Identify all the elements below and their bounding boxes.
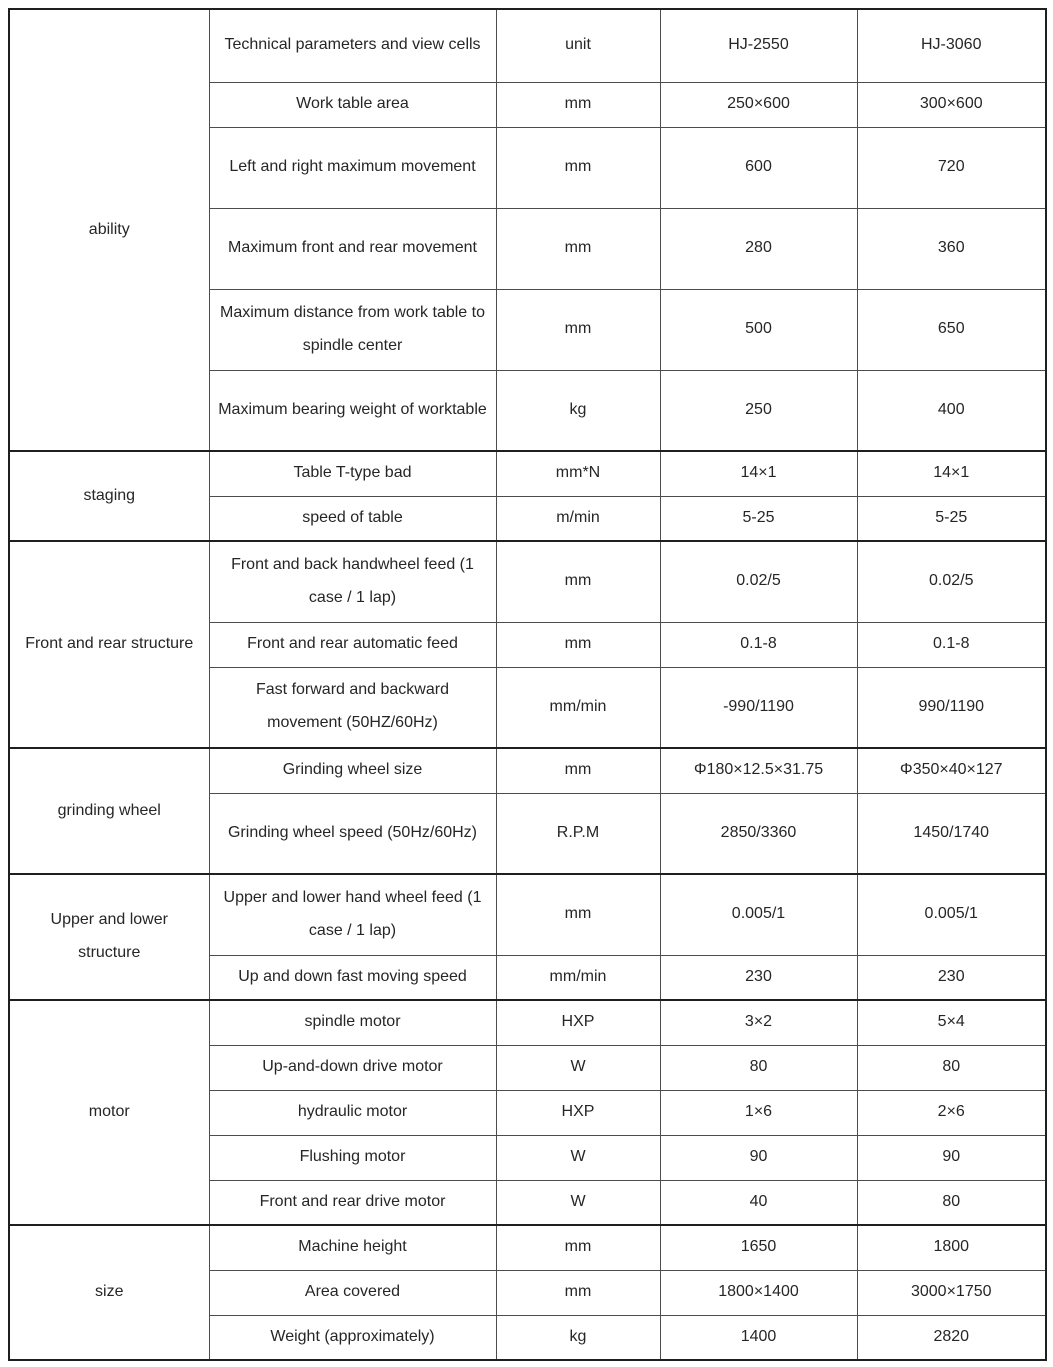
value-cell-hj3060: 14×1 bbox=[857, 451, 1046, 496]
value-cell-hj2550: 80 bbox=[660, 1045, 857, 1090]
value-cell-hj3060: 80 bbox=[857, 1180, 1046, 1225]
param-cell: Upper and lower hand wheel feed (1 case / 1 lap) bbox=[209, 874, 496, 955]
category-cell-size: size bbox=[9, 1225, 209, 1360]
param-cell: Work table area bbox=[209, 82, 496, 127]
value-cell-hj2550: 90 bbox=[660, 1135, 857, 1180]
value-cell-hj3060: 2820 bbox=[857, 1315, 1046, 1360]
param-cell: Grinding wheel size bbox=[209, 748, 496, 793]
value-cell-hj2550: 250 bbox=[660, 370, 857, 451]
unit-cell: mm*N bbox=[496, 451, 660, 496]
value-cell-hj2550: 5-25 bbox=[660, 496, 857, 541]
param-cell: Fast forward and backward movement (50HZ/60Hz) bbox=[209, 667, 496, 748]
value-cell-hj3060: 80 bbox=[857, 1045, 1046, 1090]
param-cell: Table T-type bad bbox=[209, 451, 496, 496]
table-row bbox=[9, 1000, 1046, 1045]
table-row bbox=[9, 541, 1046, 622]
value-cell-hj3060: 90 bbox=[857, 1135, 1046, 1180]
param-cell: Machine height bbox=[209, 1225, 496, 1270]
param-cell: Weight (approximately) bbox=[209, 1315, 496, 1360]
param-cell: Front and rear automatic feed bbox=[209, 622, 496, 667]
value-cell-hj2550: -990/1190 bbox=[660, 667, 857, 748]
param-cell: Front and rear drive motor bbox=[209, 1180, 496, 1225]
unit-cell: R.P.M bbox=[496, 793, 660, 874]
unit-cell: mm bbox=[496, 1225, 660, 1270]
value-cell-hj3060: 300×600 bbox=[857, 82, 1046, 127]
value-cell-hj2550: 3×2 bbox=[660, 1000, 857, 1045]
table-row bbox=[9, 451, 1046, 496]
unit-cell: mm bbox=[496, 748, 660, 793]
value-cell-hj3060: 230 bbox=[857, 955, 1046, 1000]
param-cell: Flushing motor bbox=[209, 1135, 496, 1180]
value-cell-hj2550: 1400 bbox=[660, 1315, 857, 1360]
value-cell-hj2550: 250×600 bbox=[660, 82, 857, 127]
value-cell-hj2550: Φ180×12.5×31.75 bbox=[660, 748, 857, 793]
value-cell-hj3060: Φ350×40×127 bbox=[857, 748, 1046, 793]
unit-cell: m/min bbox=[496, 496, 660, 541]
unit-cell: HXP bbox=[496, 1000, 660, 1045]
param-cell: Up and down fast moving speed bbox=[209, 955, 496, 1000]
param-cell: Maximum front and rear movement bbox=[209, 208, 496, 289]
category-cell-upper-lower-structure: Upper and lower structure bbox=[9, 874, 209, 1000]
category-cell-grinding-wheel: grinding wheel bbox=[9, 748, 209, 874]
value-cell-hj3060: 5-25 bbox=[857, 496, 1046, 541]
value-cell-hj3060: 360 bbox=[857, 208, 1046, 289]
value-cell-hj3060: 1450/1740 bbox=[857, 793, 1046, 874]
value-cell-hj3060: 5×4 bbox=[857, 1000, 1046, 1045]
value-cell-hj2550: 40 bbox=[660, 1180, 857, 1225]
param-cell: Maximum distance from work table to spindle center bbox=[209, 289, 496, 370]
header-model-b-cell: HJ-3060 bbox=[857, 9, 1046, 82]
value-cell-hj2550: 1800×1400 bbox=[660, 1270, 857, 1315]
unit-cell: mm bbox=[496, 208, 660, 289]
value-cell-hj3060: 3000×1750 bbox=[857, 1270, 1046, 1315]
value-cell-hj2550: 1650 bbox=[660, 1225, 857, 1270]
unit-cell: mm bbox=[496, 622, 660, 667]
value-cell-hj2550: 230 bbox=[660, 955, 857, 1000]
unit-cell: kg bbox=[496, 1315, 660, 1360]
value-cell-hj3060: 990/1190 bbox=[857, 667, 1046, 748]
param-cell: spindle motor bbox=[209, 1000, 496, 1045]
category-cell-staging: staging bbox=[9, 451, 209, 541]
unit-cell: mm/min bbox=[496, 667, 660, 748]
unit-cell: W bbox=[496, 1180, 660, 1225]
unit-cell: W bbox=[496, 1045, 660, 1090]
table-row bbox=[9, 1225, 1046, 1270]
header-param-cell: Technical parameters and view cells bbox=[209, 9, 496, 82]
table-row bbox=[9, 874, 1046, 955]
unit-cell: mm bbox=[496, 82, 660, 127]
value-cell-hj3060: 2×6 bbox=[857, 1090, 1046, 1135]
param-cell: speed of table bbox=[209, 496, 496, 541]
value-cell-hj2550: 600 bbox=[660, 127, 857, 208]
unit-cell: mm bbox=[496, 874, 660, 955]
param-cell: hydraulic motor bbox=[209, 1090, 496, 1135]
unit-cell: mm bbox=[496, 541, 660, 622]
unit-cell: mm bbox=[496, 289, 660, 370]
value-cell-hj2550: 0.005/1 bbox=[660, 874, 857, 955]
value-cell-hj2550: 2850/3360 bbox=[660, 793, 857, 874]
value-cell-hj2550: 280 bbox=[660, 208, 857, 289]
category-cell-front-rear-structure: Front and rear structure bbox=[9, 541, 209, 748]
category-cell-ability: ability bbox=[9, 9, 209, 451]
unit-cell: mm bbox=[496, 127, 660, 208]
category-cell-motor: motor bbox=[9, 1000, 209, 1225]
param-cell: Area covered bbox=[209, 1270, 496, 1315]
value-cell-hj2550: 1×6 bbox=[660, 1090, 857, 1135]
value-cell-hj2550: 500 bbox=[660, 289, 857, 370]
value-cell-hj3060: 720 bbox=[857, 127, 1046, 208]
unit-cell: W bbox=[496, 1135, 660, 1180]
param-cell: Up-and-down drive motor bbox=[209, 1045, 496, 1090]
value-cell-hj3060: 0.02/5 bbox=[857, 541, 1046, 622]
param-cell: Left and right maximum movement bbox=[209, 127, 496, 208]
value-cell-hj2550: 14×1 bbox=[660, 451, 857, 496]
table-row bbox=[9, 748, 1046, 793]
value-cell-hj3060: 0.1-8 bbox=[857, 622, 1046, 667]
value-cell-hj2550: 0.02/5 bbox=[660, 541, 857, 622]
value-cell-hj3060: 400 bbox=[857, 370, 1046, 451]
unit-cell: HXP bbox=[496, 1090, 660, 1135]
table-header-row bbox=[9, 9, 1046, 82]
unit-cell: mm bbox=[496, 1270, 660, 1315]
value-cell-hj2550: 0.1-8 bbox=[660, 622, 857, 667]
header-model-a-cell: HJ-2550 bbox=[660, 9, 857, 82]
spec-table bbox=[8, 8, 1047, 1361]
param-cell: Front and back handwheel feed (1 case / 1 lap) bbox=[209, 541, 496, 622]
param-cell: Maximum bearing weight of worktable bbox=[209, 370, 496, 451]
value-cell-hj3060: 0.005/1 bbox=[857, 874, 1046, 955]
param-cell: Grinding wheel speed (50Hz/60Hz) bbox=[209, 793, 496, 874]
header-unit-cell: unit bbox=[496, 9, 660, 82]
value-cell-hj3060: 1800 bbox=[857, 1225, 1046, 1270]
unit-cell: kg bbox=[496, 370, 660, 451]
value-cell-hj3060: 650 bbox=[857, 289, 1046, 370]
unit-cell: mm/min bbox=[496, 955, 660, 1000]
